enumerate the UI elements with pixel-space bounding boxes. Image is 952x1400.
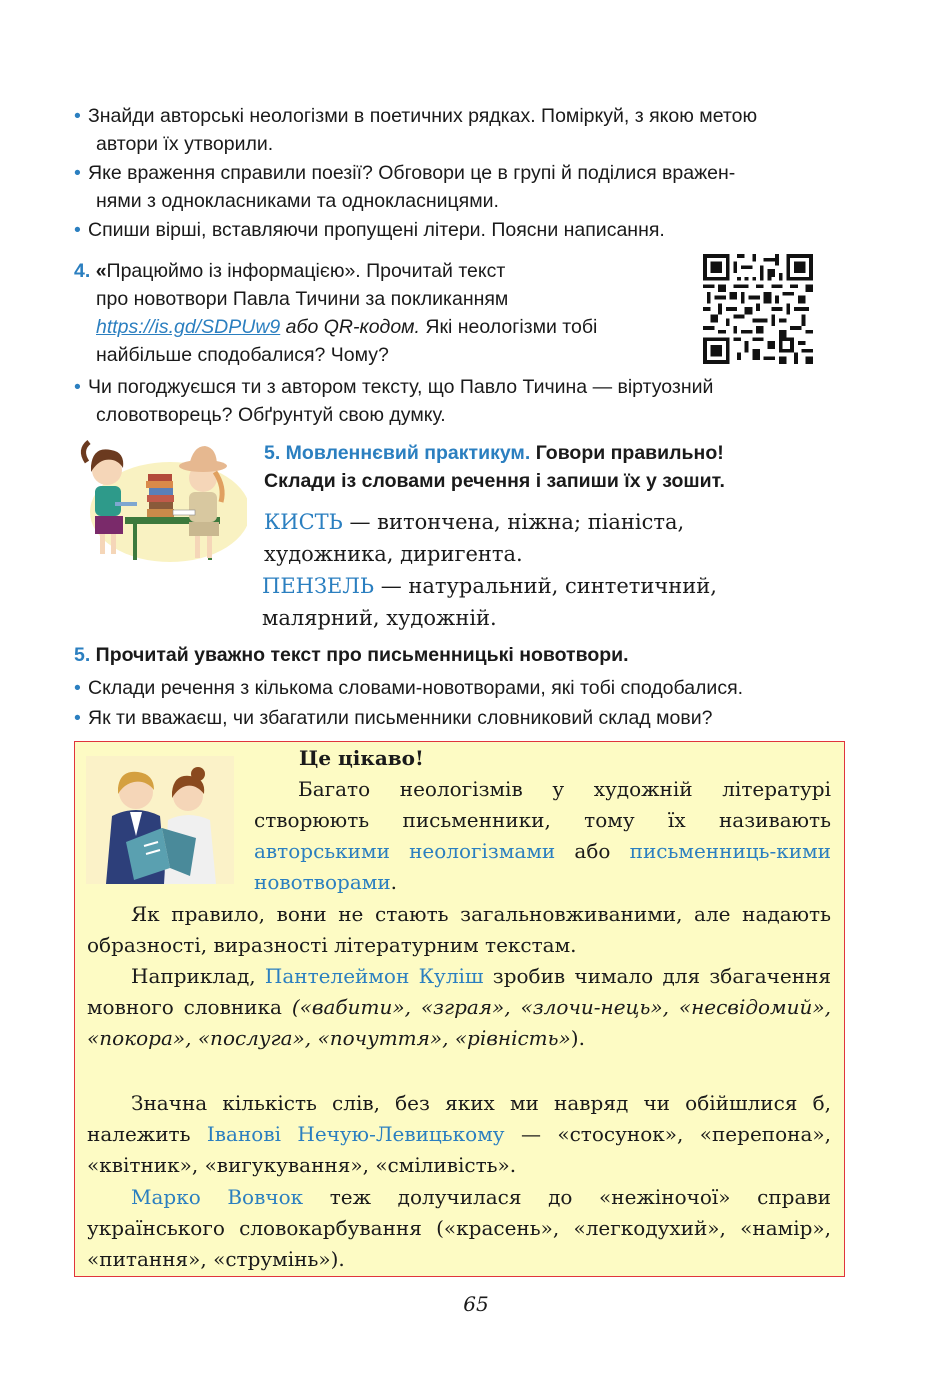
bullet-glyph: • [74, 707, 81, 729]
girls-reading-illustration [75, 432, 247, 567]
highlight-term: письменниць-кими новотворами [254, 839, 831, 894]
dictionary-entry-penzel: ПЕНЗЕЛЬ — натуральний, синтетичний, малярний, художній. [262, 574, 717, 630]
author-name: Пантелеймон Куліш [264, 964, 484, 988]
info-paragraph-2: Як правило, вони не стають загальновживаними, але надають образності, виразності літературним текстам. [87, 902, 831, 957]
dictionary-entry-kyst: КИСТЬ — витончена, ніжна; піаніста, художника, диригента. [264, 510, 685, 566]
students-reading-illustration [86, 756, 234, 884]
qr-code[interactable] [703, 254, 813, 364]
info-paragraph-1: Багато неологізмів у художній літературі створюють письменники, тому їх називають авторськими неологізмами або письменниць-кими новотворами. [254, 777, 831, 894]
bullet-item: • Яке враження справили поезії? Обговори це в групі й поділися вражен- нями з однокласниками та однокласницями. [74, 159, 886, 215]
task-5: 5. Прочитай уважно текст про письменницькі новотвори. [74, 644, 629, 666]
bullet-glyph: • [74, 162, 81, 184]
bullet-glyph: • [74, 677, 81, 699]
info-box-title: Це цікаво! [299, 746, 424, 770]
bullet-item: • Чи погоджуєшся ти з автором тексту, що Павло Тичина — віртуозний словотворець? Обґрунтуй свою думку. [74, 373, 886, 429]
bullet-item: • Знайди авторські неологізми в поетичних рядках. Поміркуй, з якою метою автори їх утворили. [74, 102, 886, 158]
headword: ПЕНЗЕЛЬ [262, 574, 375, 598]
task-number: 4. [74, 260, 91, 282]
bullet-item: • Як ти вважаєш, чи збагатили письменники словниковий склад мови? [74, 704, 886, 732]
page-number: 65 [463, 1292, 489, 1316]
info-paragraph-3: Наприклад, Пантелеймон Куліш зробив чимало для збагачення мовного словника («вабити», «зграя», «злочи-нець», «несвідомий», «покора», «послуга», «почуття», «рівність»). [87, 964, 831, 1050]
bullet-item: • Спиши вірші, вставляючи пропущені літери. Поясни написання. [74, 216, 886, 244]
headword: КИСТЬ [264, 510, 343, 534]
task-number: 5. [74, 644, 91, 666]
highlight-term: авторськими неологізмами [254, 839, 556, 863]
practicum-heading: 5. Мовленнєвий практикум. Говори правильно! Склади із словами речення і запиши їх у зошит. [264, 442, 725, 492]
task-4: 4. «Працюймо із інформацією». Прочитай текст про новотвори Павла Тичини за покликанням https://is.gd/SDPUw9 або QR-кодом. Які неологізми тобі найбільше сподобалися? Чому? [74, 260, 598, 366]
task-link[interactable]: https://is.gd/SDPUw9 [96, 316, 281, 338]
info-paragraph-4: Значна кількість слів, без яких ми навряд чи обійшлися б, належить Іванові Нечую-Левицькому — «стосунок», «перепона», «квітник», «вигукування», «сміливість». [87, 1091, 831, 1177]
bullet-item: • Склади речення з кількома словами-новотворами, які тобі сподобалися. [74, 674, 886, 702]
bullet-glyph: • [74, 376, 81, 398]
author-name: Іванові Нечую-Левицькому [206, 1122, 505, 1146]
bullet-glyph: • [74, 219, 81, 241]
author-name: Марко Вовчок [131, 1185, 304, 1209]
info-paragraph-5: Марко Вовчок теж долучилася до «нежіночої» справи українського словокарбування («красень», «легкодухий», «намір», «питання», «струмінь»). [87, 1185, 831, 1271]
bullet-glyph: • [74, 105, 81, 127]
